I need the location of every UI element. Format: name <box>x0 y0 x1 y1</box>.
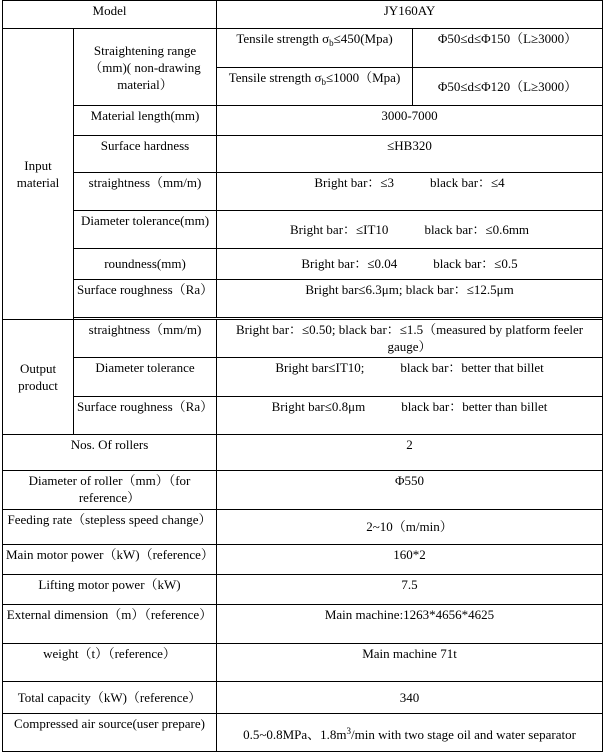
straightening-condition-2: Tensile strength $\sigma_b\le 1000(Mpa)$ <box>217 67 413 105</box>
surface-hardness-value: ≤HB320 <box>217 136 603 172</box>
input-straightness-row <box>3 172 603 210</box>
output-straightness-value: Bright bar：≤0.50; black bar：≤1.5（measured by platform feeler gauge） <box>217 319 603 357</box>
rollers-value: 2 <box>217 434 603 470</box>
straightening-range-label: Straightening range（mm)( non-drawing material） <box>74 29 217 106</box>
weight-value: Main machine 71t <box>217 643 603 681</box>
compressed-air-row <box>3 714 603 752</box>
input-diameter-tolerance-value: Bright bar：≤IT10 black bar：≤0.6mm <box>217 210 603 248</box>
total-capacity-row <box>3 682 603 714</box>
feeding-rate-row <box>3 509 603 544</box>
input-surface-roughness-label: Surface roughness（Ra） <box>74 279 217 317</box>
external-dimension-value: Main machine:1263*4656*4625 <box>217 605 603 643</box>
spec-table <box>2 0 603 752</box>
straightening-value-2: Φ50≤d≤Φ120（L≥3000） <box>413 67 603 105</box>
surface-hardness-row <box>3 136 603 172</box>
input-diameter-tolerance-row <box>3 210 603 248</box>
input-surface-roughness-value: Bright bar≤6.3μm; black bar：≤12.5μm <box>217 279 603 317</box>
output-surface-roughness-row <box>3 396 603 434</box>
input-material-label <box>3 29 74 320</box>
input-surface-roughness-row <box>3 279 603 317</box>
output-diameter-tolerance-label: Diameter tolerance <box>74 358 217 396</box>
model-value: JY160AY <box>217 1 603 29</box>
output-surface-roughness-value: Bright bar≤0.8μm black bar：better than billet <box>217 396 603 434</box>
output-surface-roughness-label: Surface roughness（Ra） <box>74 396 217 434</box>
output-diameter-tolerance-row <box>3 358 603 396</box>
output-diameter-tolerance-value: Bright bar≤IT10; black bar：better that billet <box>217 358 603 396</box>
model-row <box>3 1 603 29</box>
straightening-condition-1: Tensile strength $\sigma_b\le 450(Mpa)$ <box>217 29 413 67</box>
weight-row <box>3 643 603 681</box>
roundness-row <box>3 249 603 279</box>
material-length-label: Material length(mm) <box>74 105 217 135</box>
total-capacity-value: 340 <box>217 682 603 714</box>
output-product-label-line1: Output <box>19 360 57 376</box>
main-motor-row <box>3 544 603 574</box>
compressed-air-label: Compressed air source(user prepare) <box>3 714 217 752</box>
surface-hardness-label: Surface hardness <box>74 136 217 172</box>
lifting-motor-label: Lifting motor power（kW) <box>3 575 217 605</box>
lifting-motor-row <box>3 575 603 605</box>
output-straightness-label: straightness（mm/m) <box>74 319 217 357</box>
external-dimension-label: External dimension（m）（reference） <box>3 605 217 643</box>
input-material-label-line1: Input <box>24 158 52 174</box>
roundness-label: roundness(mm) <box>74 249 217 279</box>
output-product-label <box>3 319 74 434</box>
straightening-value-1: Φ50≤d≤Φ150（L≥3000） <box>413 29 603 67</box>
total-capacity-label: Total capacity（kW)（reference） <box>3 682 217 714</box>
weight-label: weight（t）（reference） <box>3 643 217 681</box>
material-length-value: 3000-7000 <box>217 105 603 135</box>
lifting-motor-value: 7.5 <box>217 575 603 605</box>
feeding-rate-value: 2~10（m/min） <box>217 509 603 544</box>
input-diameter-tolerance-label: Diameter tolerance(mm) <box>74 210 217 248</box>
feeding-rate-label: Feeding rate（stepless speed change） <box>3 509 217 544</box>
roller-diameter-value: Φ550 <box>217 471 603 509</box>
input-straightness-label: straightness（mm/m) <box>74 172 217 210</box>
roller-diameter-row <box>3 471 603 509</box>
material-length-row <box>3 105 603 135</box>
main-motor-value: 160*2 <box>217 544 603 574</box>
roller-diameter-label: Diameter of roller（mm）（for reference） <box>3 471 217 509</box>
straightening-range-row-1 <box>3 29 603 67</box>
compressed-air-value: 0.5~0.8MPa、$1.8m^3/\min$ with two stage oil and water separator <box>217 714 603 752</box>
roundness-value: Bright bar：≤0.04 black bar：≤0.5 <box>217 249 603 279</box>
rollers-label: Nos. Of rollers <box>3 434 217 470</box>
main-motor-label: Main motor power（kW)（reference） <box>3 544 217 574</box>
external-dimension-row <box>3 605 603 643</box>
model-label: Model <box>3 1 217 29</box>
output-straightness-row <box>3 319 603 357</box>
input-material-label-line2: material <box>16 175 60 191</box>
output-product-label-line2: product <box>18 377 58 393</box>
rollers-row <box>3 434 603 470</box>
input-straightness-value: Bright bar：≤3 black bar：≤4 <box>217 172 603 210</box>
